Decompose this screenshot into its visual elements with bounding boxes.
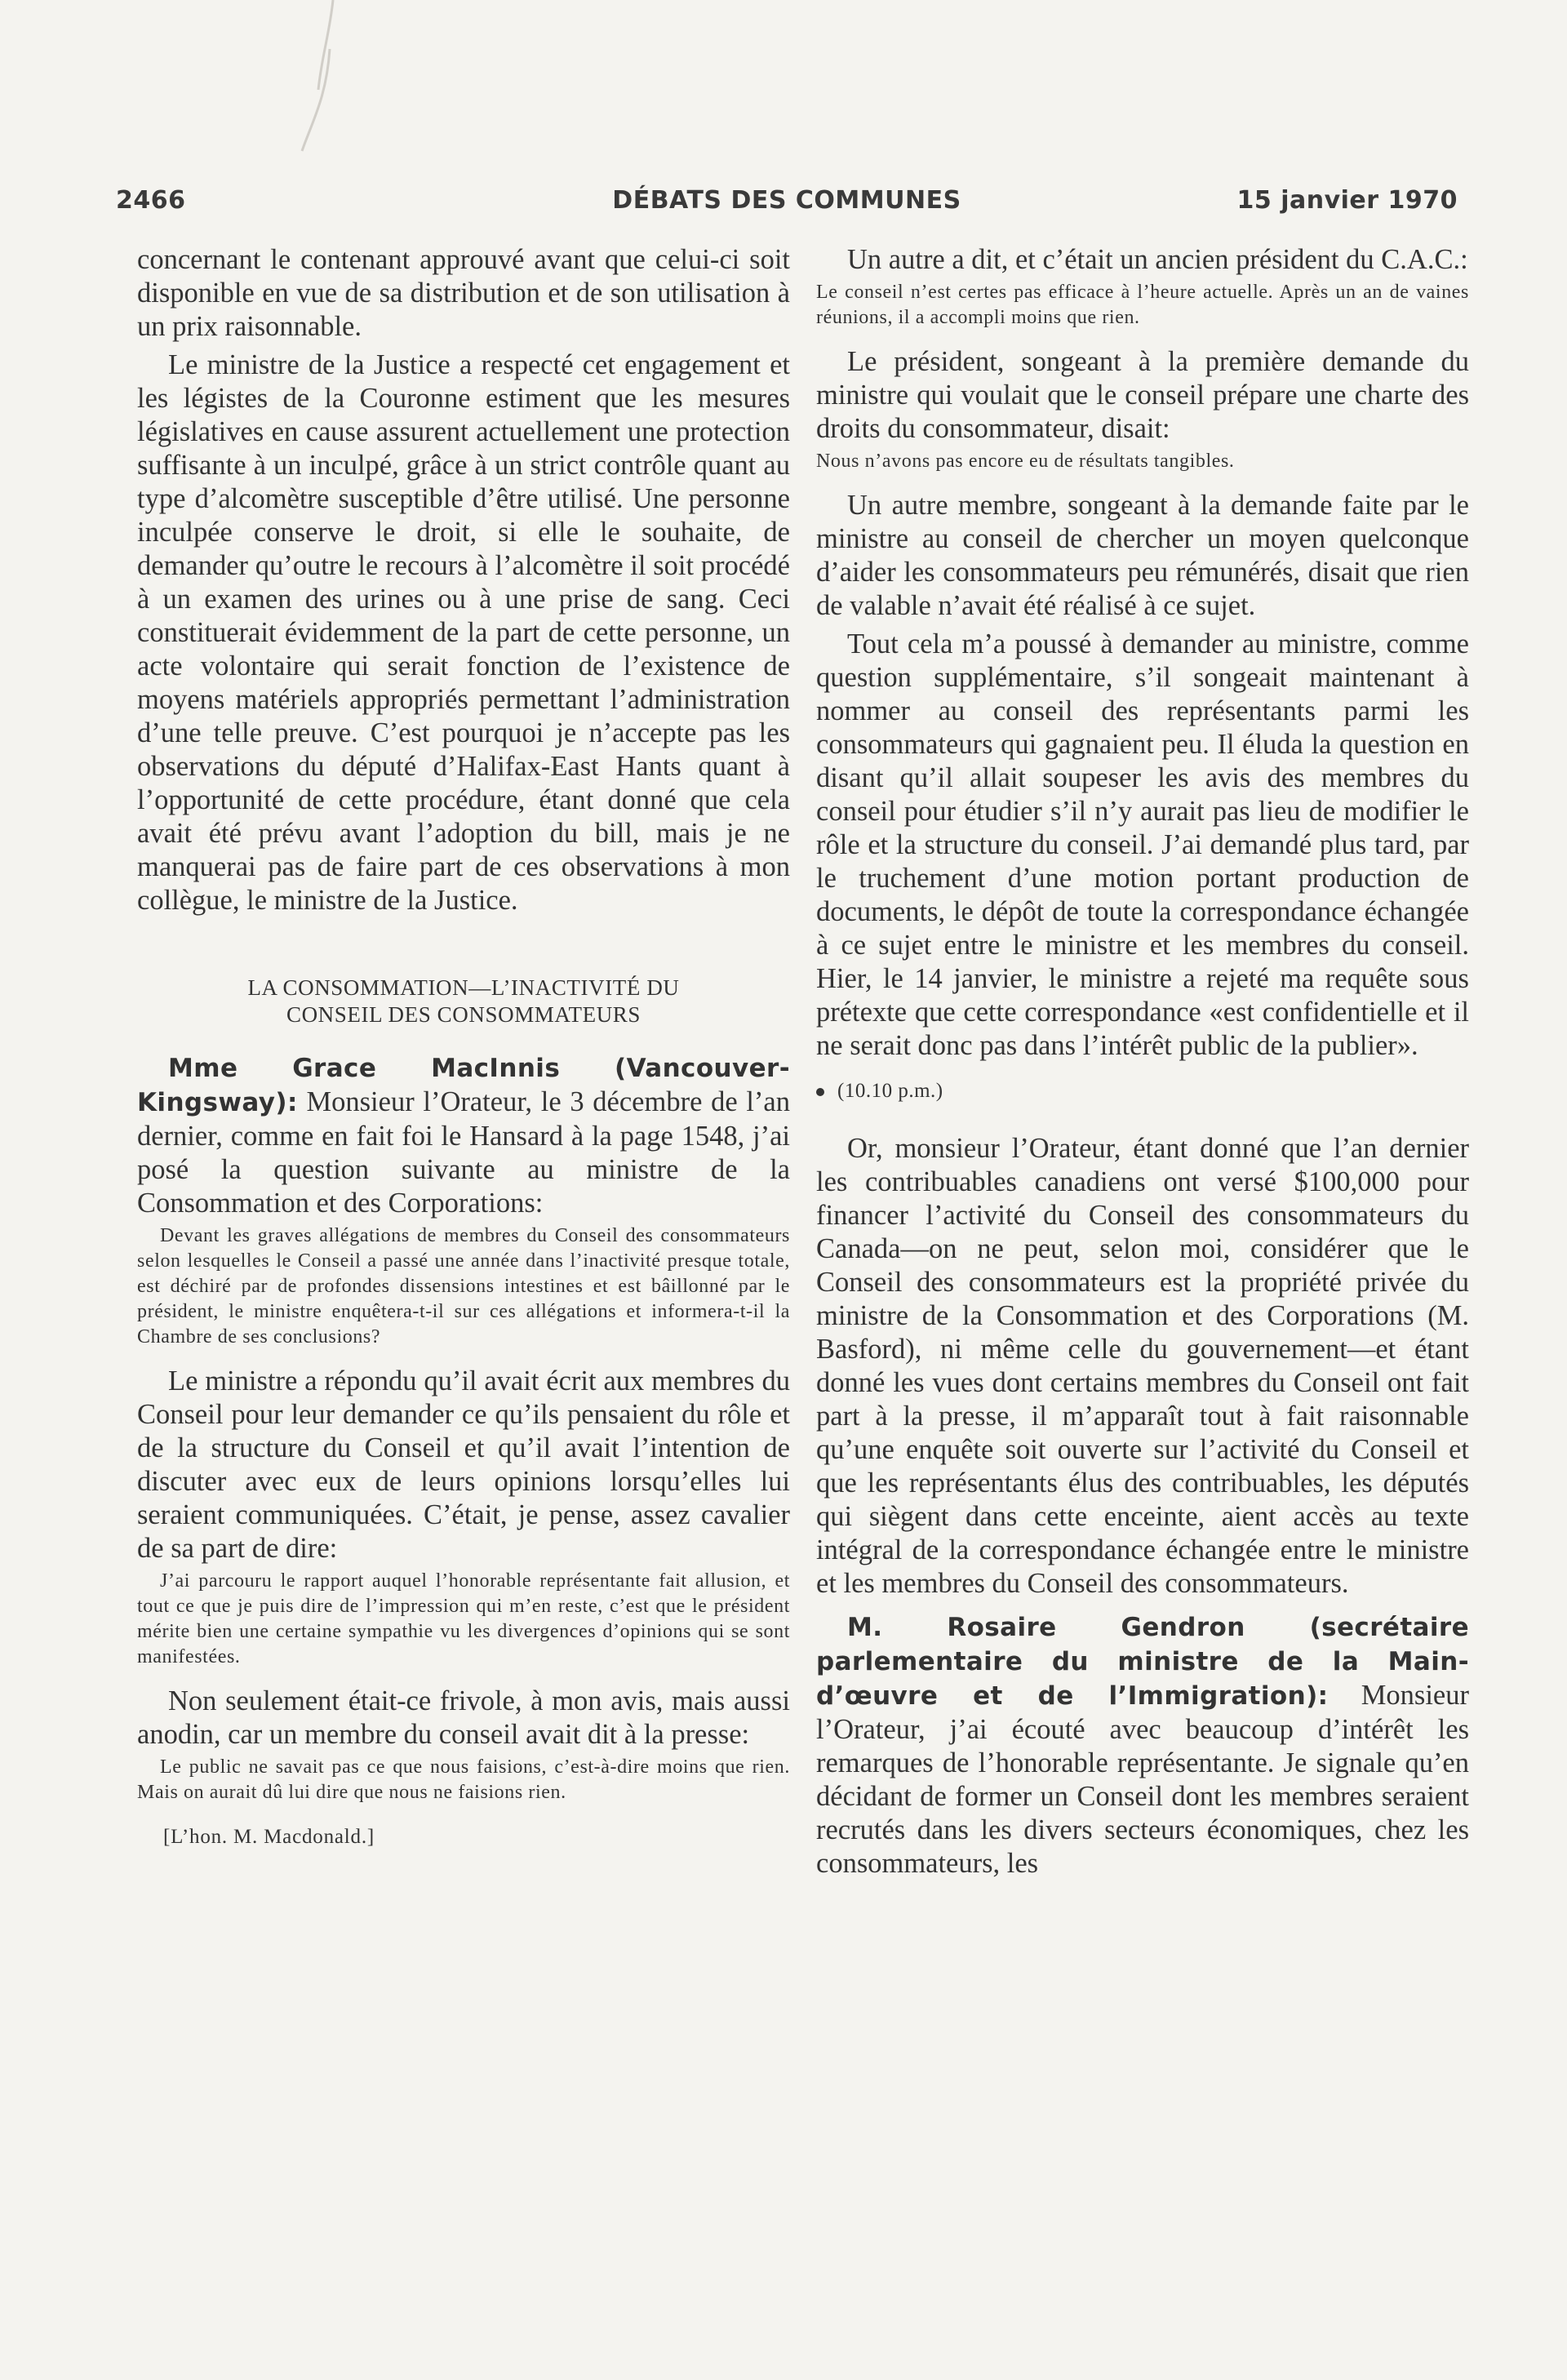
paragraph: Le président, songeant à la première demande du ministre qui voulait que le conseil prépare une charte des droits du consommateur, disait: <box>816 346 1469 444</box>
block-quote: Devant les graves allégations de membres du Conseil des consommateurs selon lesquelles le Conseil a passé une année dans l’inactivité presque totale, est déchiré par de profondes dissensions intestines et est bâillonné par le président, le ministre enquêtera-t-il sur ces allégations et informera-t-il la Chambre de ses conclusions? <box>137 1225 790 1348</box>
block-quote: Nous n’avons pas encore eu de résultats tangibles. <box>816 451 1235 472</box>
paragraph <box>137 1051 790 1220</box>
attribution: [L’hon. M. Macdonald.] <box>163 1826 375 1848</box>
paragraph: concernant le contenant approuvé avant que celui-ci soit disponible en vue de sa distribution et de son utilisation à un prix raisonnable. <box>137 244 790 342</box>
paragraph <box>816 1610 1469 1880</box>
block-quote: Le public ne savait pas ce que nous faisions, c’est-à-dire moins que rien. Mais on aurait dû lui dire que nous ne faisions rien. <box>137 1756 790 1803</box>
paragraph: Un autre membre, songeant à la demande faite par le ministre au conseil de chercher un moyen quelconque d’aider les consommateurs peu rémunérés, disait que rien de valable n’avait été réalisé à ce sujet. <box>816 490 1469 621</box>
timestamp-text: (10.10 p.m.) <box>837 1080 943 1102</box>
left-column <box>137 243 790 1854</box>
ink-smudge-mark <box>294 0 343 155</box>
bullet-icon <box>816 1088 824 1096</box>
page-date: 15 janvier 1970 <box>1236 186 1458 215</box>
paragraph: Non seulement était-ce frivole, à mon avis, mais aussi anodin, car un membre du conseil avait dit à la presse: <box>137 1685 790 1750</box>
publication-title: DÉBATS DES COMMUNES <box>612 186 961 215</box>
speaker-name: M. Rosaire Gendron (secrétaire parlementaire du ministre de la Main-d’œuvre et de l’Immigration): <box>816 1613 1469 1711</box>
paragraph: Le ministre de la Justice a respecté cet engagement et les légistes de la Couronne estiment que les mesures législatives en cause assurent actuellement une protection suffisante à un inculpé, grâce à un strict contrôle quant au type d’alcomètre susceptible d’être utilisé. Une personne inculpée conserve le droit, si elle le souhaite, de demander qu’outre le recours à l’alcomètre il soit procédé à un examen des urines ou à une prise de sang. Ceci constituerait évidemment de la part de cette personne, un acte volontaire qui serait fonction de l’existence de moyens matériels appropriés permettant l’administration d’une telle preuve. C’est pourquoi je n’accepte pas les observations du député d’Halifax-East Hants quant à l’opportunité de cette procédure, étant donné que cela avait été prévu avant l’adoption du bill, mais je ne manquerai pas de faire part de ces observations à mon collègue, le ministre de la Justice. <box>137 349 790 916</box>
block-quote: J’ai parcouru le rapport auquel l’honorable représentante fait allusion, et tout ce que je puis dire de l’impression qui m’en reste, c’est que le président mérite bien une certaine sympathie vu les divergences d’opinions qui se sont manifestées. <box>137 1570 790 1667</box>
block-quote: Le conseil n’est certes pas efficace à l’heure actuelle. Après un an de vaines réunions, il a accompli moins que rien. <box>816 282 1469 328</box>
page-header <box>116 186 1458 219</box>
paragraph: Or, monsieur l’Orateur, étant donné que l’an dernier les contribuables canadiens ont versé $100,000 pour financer l’activité du Conseil des consommateurs du Canada—on ne peut, selon moi, considérer que le Conseil des consommateurs est la propriété privée du ministre de la Consommation et des Corporations (M. Basford), ni même celle du gouvernement—et étant donné les vues dont certains membres du Conseil ont fait part à la presse, il m’apparaît tout à fait raisonnable qu’une enquête soit ouverte sur l’activité du Conseil et que les représentants élus des contribuables, les députés qui siègent dans cette enceinte, aient accès au texte intégral de la correspondance échangée entre le ministre et les membres du Conseil des consommateurs. <box>816 1133 1469 1599</box>
speech-text: Monsieur l’Orateur, le 3 décembre de l’an dernier, comme en fait foi le Hansard à la page 1548, j’ai posé la question suivante au ministre de la Consommation et des Corporations: <box>137 1086 790 1219</box>
timestamp <box>816 1074 1469 1108</box>
right-column <box>816 243 1469 1880</box>
speech-text: Monsieur l’Orateur, j’ai écouté avec beaucoup d’intérêt les remarques de l’honorable représentante. Je signale qu’en décidant de former un Conseil dont les membres seraient recrutés dans les divers secteurs économiques, chez les consommateurs, les <box>816 1680 1469 1879</box>
section-heading <box>137 975 790 1028</box>
paragraph: Le ministre a répondu qu’il avait écrit aux membres du Conseil pour leur demander ce qu’ils pensaient du rôle et de la structure du Conseil et qu’il avait l’intention de discuter avec eux de leurs opinions lorsqu’elles lui seraient communiquées. C’était, je pense, assez cavalier de sa part de dire: <box>137 1365 790 1564</box>
section-heading-line: CONSEIL DES CONSOMMATEURS <box>286 1002 641 1027</box>
section-heading-line: LA CONSOMMATION—L’INACTIVITÉ DU <box>247 975 680 1000</box>
speaker-name: Mme Grace MacInnis (Vancouver-Kingsway): <box>137 1054 790 1117</box>
paragraph: Tout cela m’a poussé à demander au ministre, comme question supplémentaire, s’il songeait maintenant à nommer au conseil des représentants parmi les consommateurs qui gagnaient peu. Il éluda la question en disant qu’il allait soupeser les avis des membres du conseil pour étudier s’il n’y aurait pas lieu de modifier le rôle et la structure du conseil. J’ai demandé plus tard, par le truchement d’une motion portant production de documents, le dépôt de toute la correspondance échangée à ce sujet entre le ministre et les membres du conseil. Hier, le 14 janvier, le ministre a rejeté ma requête sous prétexte que cette correspondance «est confidentielle et il ne serait donc pas dans l’intérêt public de la publier». <box>816 628 1469 1061</box>
page-number: 2466 <box>116 186 186 215</box>
paragraph: Un autre a dit, et c’était un ancien président du C.A.C.: <box>847 244 1468 275</box>
